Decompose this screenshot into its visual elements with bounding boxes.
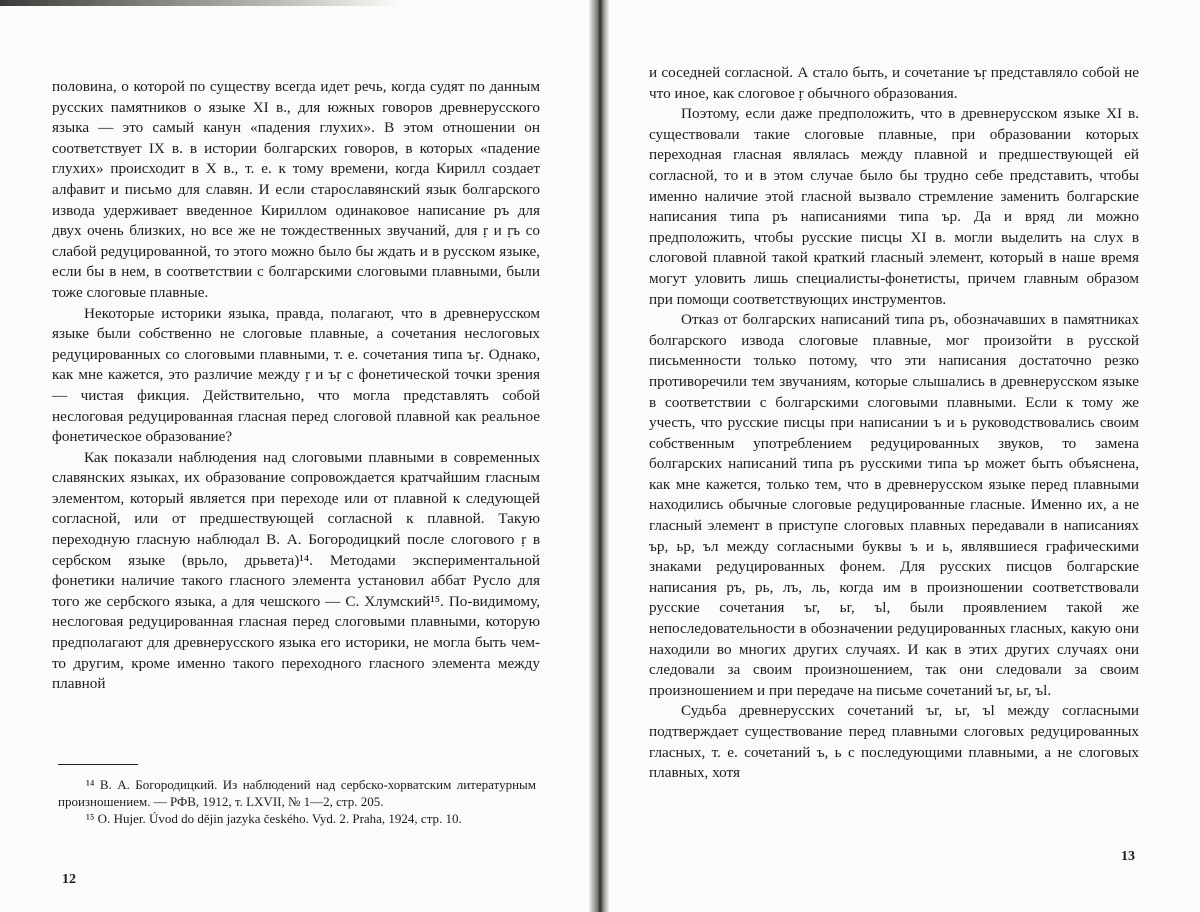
book-gutter xyxy=(589,0,609,912)
paragraph: Как показали наблюдения над слоговыми плавными в современных славянских языках, их образование сопровождается кратчайшим гласным элементом, который является при переходе или от плавной к следующей согласной, или от предшествующей согласной к плавной. Такую переходную гласную наблюдал В. А. Богородицкий после слогового ṛ в сербском языке (врьло, дрьвета)¹⁴. Методами экспериментальной фонетики наличие такого гласного элемента установил аббат Русло для того же сербского языка, а для чешского — С. Хлумский¹⁵. По-видимому, неслоговая редуцированная гласная перед слоговыми плавными, которую предполагают для древнерусского языка его историки, не могла быть чем-то другим, кроме именно такого переходного гласного элемента между плавной xyxy=(52,448,540,693)
page-number: 12 xyxy=(62,872,76,887)
paragraph: половина, о которой по существу всегда идет речь, когда судят по данным русских памятников о языке XI в., для южных говоров древнерусского языка — это самый канун «падения глухих». В этом отношении он соответствует IX в. в истории болгарских говоров, в которых «падение глухих» происходит в X в., т. е. к тому времени, когда Кирилл создает алфавит и письмо для славян. И если старославянский язык болгарского извода удерживает введенное Кириллом одинаковое написание ръ для двух очень близких, но все же не тождественных звучаний, для ṛ и ṛъ со слабой редуцированной, то этого можно было бы ждать и в русском языке, если бы в нем, в соответствии с болгарскими слоговыми плавными, были тоже слоговые плавные. xyxy=(52,78,540,301)
page-number: 13 xyxy=(1121,849,1135,864)
paragraph: Некоторые историки языка, правда, полагают, что в древнерусском языке были собственно не слоговые плавные, а сочетания неслоговых редуцированных со слоговыми плавными, т. е. сочетания типа ъṛ. Однако, как мне кажется, это различие между ṛ и ъṛ с фонетической точки зрения — чистая фикция. Действительно, что могла представлять собой неслоговая редуцированная гласная перед слоговой плавной как реальное фонетическое образование? xyxy=(52,304,540,446)
left-page xyxy=(0,0,589,912)
footnote-15: ¹⁵ O. Hujer. Úvod do dějin jazyka českého. Vyd. 2. Praha, 1924, стр. 10. xyxy=(86,811,462,827)
paragraph: и соседней согласной. А стало быть, и сочетание ъṛ представляло собой не что иное, как слоговое ṛ обычного образования. xyxy=(649,64,1139,102)
footnotes xyxy=(58,776,536,828)
footnote-14: ¹⁴ В. А. Богородицкий. Из наблюдений над сербско-хорватским литературным произношением. — РФВ, 1912, т. LXVII, № 1—2, стр. 205. xyxy=(58,777,536,810)
left-page-body xyxy=(52,77,540,695)
paragraph: Поэтому, если даже предположить, что в древнерусском языке XI в. существовали такие слоговые плавные, при образовании которых переходная гласная являлась между плавной и предшествующей ей согласной, то и в этом случае было бы трудно себе представить, чтобы именно наличие этой гласной вызвало стремление заменить болгарские написания типа ръ написаниями типа ър. Да и вряд ли можно предположить, чтобы русские писцы XI в. могли выделить на слух в слоговой плавной такой краткий гласный элемент, который в наше время могут уловить лишь специалисты-фонетисты, причем главным образом при помощи соответствующих инструментов. xyxy=(649,105,1139,308)
paragraph: Отказ от болгарских написаний типа ръ, обозначавших в памятниках болгарского извода слоговые плавные, мог произойти в русской письменности только потому, что эти написания достаточно резко противоречили тем звучаниям, которые слышались в древнерусском языке в соответствии с болгарскими слоговыми плавными. Если к тому же учесть, что русские писцы при написании ъ и ь руководствовались своим собственным употреблением редуцированных звуков, то замена болгарских написаний типа ръ русскими типа ър может быть объяснена, как мне кажется, только тем, что в древнерусском языке перед плавными находились обычные слоговые редуцированные гласные. Именно их, а не гласный элемент в приступе слоговых плавных передавали в написаниях ър, ьр, ъл между согласными буквы ъ и ь, являвшиеся графическими знаками редуцированных фонем. Для русских писцов болгарские написания ръ, рь, лъ, ль, когда им в произношении соответствовали русские сочетания ъr, ьr, ъl, были проявлением такой же непоследовательности в обозначении редуцированных гласных, какую они находили во многих других случаях. И как в этих других случаях они следовали за своим произношением, так они следовали за своим произношением и при передаче на письме сочетаний ъr, ьr, ъl. xyxy=(649,311,1139,699)
right-page xyxy=(609,0,1200,912)
paragraph: Судьба древнерусских сочетаний ъr, ьr, ъl между согласными подтверждает существование перед плавными слоговых редуцированных гласных, т. е. сочетаний ъ, ь с последующими плавными, а не слоговых плавных, хотя xyxy=(649,702,1139,782)
right-page-body xyxy=(649,63,1139,784)
footnote-divider xyxy=(58,764,138,765)
